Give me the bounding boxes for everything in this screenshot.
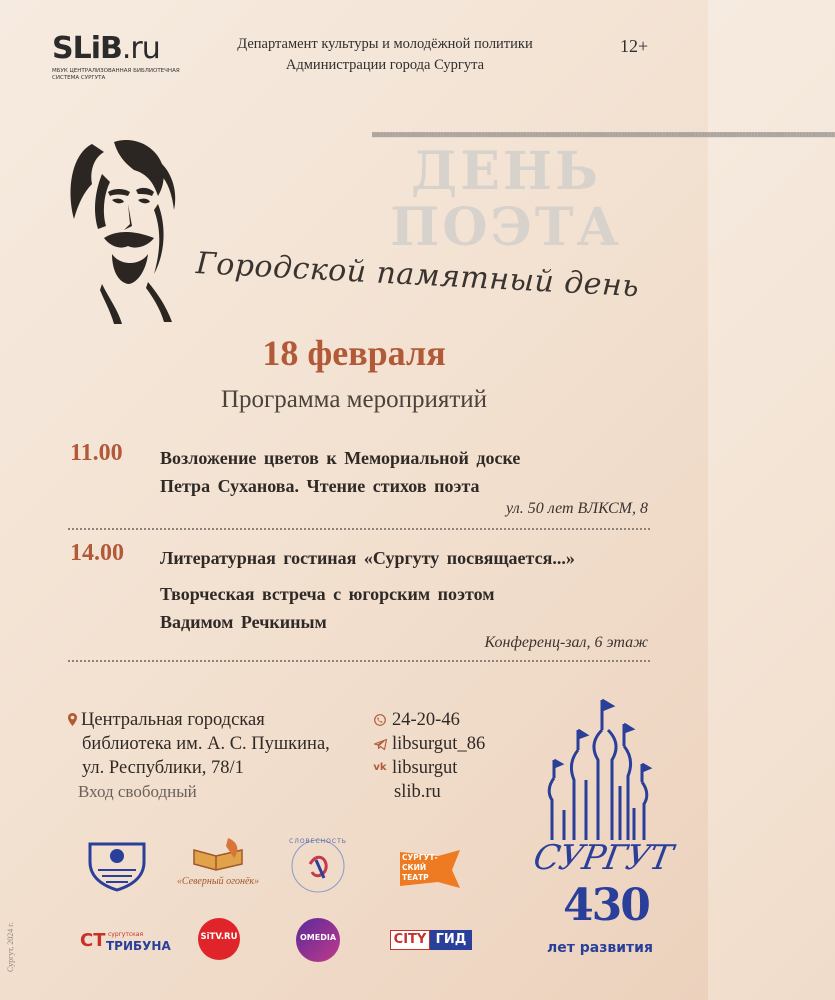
free-entry: Вход свободный	[78, 782, 197, 801]
partner-logo-surgut-tribuna	[80, 930, 171, 956]
event-2-title: Литературная гостиная «Сургуту посвящается...»	[160, 548, 575, 568]
partner-logo-omedia	[296, 918, 340, 962]
event-2-place: Конференц-зал, 6 этаж	[484, 634, 648, 651]
partner-logo-severny-ogonek	[168, 836, 268, 898]
telegram-icon	[372, 737, 388, 751]
partner-emblem-icon	[84, 834, 150, 894]
event-2-time: 14.00	[70, 540, 124, 566]
partner-logo-city-gid	[390, 930, 474, 952]
contact-telegram[interactable]: libsurgut_86	[372, 732, 485, 756]
program-title: Программа мероприятий	[220, 386, 488, 413]
tribuna-mark: СТ	[80, 930, 106, 951]
event-2-line-1: Творческая встреча с югорским поэтом	[160, 584, 495, 604]
contact-vk[interactable]: vk libsurgut	[373, 758, 458, 778]
event-1-line-1: Возложение цветов к Мемориальной доске	[160, 448, 521, 468]
background-text-texture: ████████████████████████████████████████████████████████████████████████████████████████████████████████████████████████████████████████████████████████████	[372, 132, 835, 137]
footer-vertical-text: Сургут, 2024 г.	[6, 922, 15, 972]
partner-logo-1	[84, 834, 150, 894]
slib-logo	[52, 31, 182, 82]
contact-phone[interactable]: 24-20-46	[372, 708, 485, 732]
address-line-2: библиотека им. А. С. Пушкина,	[82, 734, 330, 754]
address-line-1: Центральная городская	[68, 708, 330, 732]
department-line-1: Департамент культуры и молодёжной политики	[237, 36, 533, 52]
venue-address	[68, 708, 330, 804]
event-1-description	[160, 444, 640, 500]
theatre-name: СУРГУТ- СКИЙ ТЕАТР	[402, 853, 438, 882]
logo-subtitle: МБУК ЦЕНТРАЛИЗОВАННАЯ БИБЛИОТЕЧНАЯ СИСТЕМА СУРГУТА	[52, 68, 180, 81]
event-1-place: ул. 50 лет ВЛКСМ, 8	[506, 500, 648, 517]
emblem-city: СУРГУТ	[530, 838, 675, 878]
event-2-line-2: Вадимом Речкиным	[160, 612, 327, 632]
vk-icon: vk	[373, 762, 387, 773]
gid-part: ГИД	[430, 930, 472, 950]
omedia-name: OMEDIA	[299, 933, 337, 942]
department-line-2: Администрации города Сургута	[285, 57, 485, 73]
partner-2-name: «Северный огонёк»	[176, 876, 260, 887]
title-word-den: ДЕНЬ	[411, 141, 601, 202]
contact-site[interactable]: slib.ru	[394, 782, 441, 802]
tribuna-small: сургутская	[108, 931, 144, 938]
partner-logo-slovesnost	[286, 834, 350, 898]
event-subtitle: Городской памятный день	[195, 246, 640, 305]
partner-3-name: СЛОВЕСНОСТЬ	[289, 838, 347, 845]
department-header	[200, 34, 570, 76]
emblem-years: 430	[563, 880, 649, 931]
city-part: CITY	[390, 930, 430, 950]
phone-icon	[372, 713, 388, 727]
sitv-name: SiTV.RU	[200, 932, 238, 942]
tribuna-main: ТРИБУНА	[106, 939, 171, 953]
title-word-poeta: ПОЭТА	[390, 197, 622, 258]
event-date: 18 февраля	[262, 333, 446, 373]
divider-1	[68, 528, 650, 530]
location-pin-icon	[68, 713, 77, 726]
partner-logo-sitv	[198, 918, 240, 960]
book-quill-icon	[188, 836, 248, 876]
event-2-description	[160, 580, 640, 636]
event-1-time: 11.00	[70, 440, 123, 466]
emblem-caption: лет развития	[547, 940, 653, 956]
logo-mark: SLiB.ru	[52, 31, 160, 66]
contacts	[372, 708, 485, 804]
partner-logo-surgut-theatre	[398, 848, 462, 890]
age-rating: 12+	[620, 36, 649, 56]
poet-portrait	[62, 134, 190, 326]
divider-2	[68, 660, 650, 662]
address-line-3: ул. Республики, 78/1	[82, 758, 244, 778]
event-1-line-2: Петра Суханова. Чтение стихов поэта	[160, 476, 480, 496]
